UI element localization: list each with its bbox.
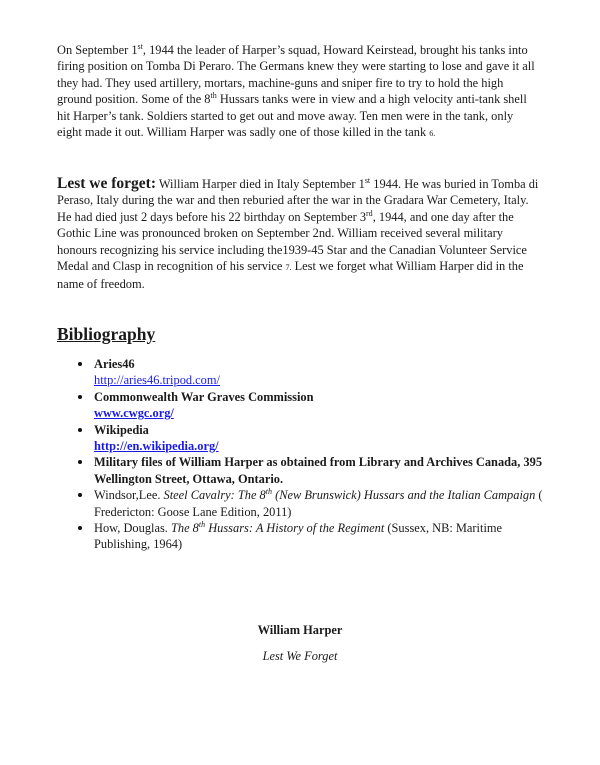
source-title: Steel Cavalry: The 8 [163, 488, 266, 503]
bibliography-item [57, 389, 557, 422]
source-title: Aries46 [94, 357, 135, 371]
source-publication: (Sussex, NB: Maritime Publishing, 1964) [94, 521, 503, 552]
source-title: Military files of William Harper as obtained from Library and Archives Canada, 395 Wellington Street, Ottawa, Ontario. [94, 455, 543, 486]
source-title: (New Brunswick) Hussars and the Italian Campaign [271, 488, 536, 503]
source-title: Wikipedia [94, 422, 149, 437]
source-link[interactable]: www.cwgc.org/ [94, 406, 174, 421]
bullet-icon [78, 493, 82, 497]
bibliography-item [57, 487, 557, 520]
bibliography-item [57, 356, 557, 389]
bullet-icon [78, 362, 82, 366]
bibliography-heading: Bibliography [57, 324, 156, 344]
signature-motto: Lest We Forget [262, 649, 338, 663]
text: , 1944, and one day after the Gothic Line was pronounced broken on September 2nd. William received several military honours recognizing his service including the1939-45 Star and the Canadian Volunteer Service Medal and Clasp in recognition of his service [57, 209, 527, 274]
signature-name: William Harper [257, 623, 343, 637]
footnote-ref: 6. [429, 129, 436, 139]
superscript: st [364, 176, 371, 185]
source-title: Hussars: A History of the Regiment [205, 521, 385, 536]
bullet-icon [78, 460, 82, 464]
bibliography-item [57, 422, 557, 455]
bibliography-item [57, 454, 557, 487]
paragraph-battle [57, 42, 541, 142]
text: , 1944 the leader of Harper’s squad, Howard Keirstead, brought his tanks into firing position on Tomba Di Peraro. The Germans knew they were starting to lose and gave it all they had. They used artillery, mortars, machine-guns and sniper fire to try to hold the high ground position. Some of the 8 [57, 43, 535, 107]
source-title: Commonwealth War Graves Commission [94, 389, 314, 404]
source-author: How, Douglas. [94, 521, 171, 536]
text: William Harper died in Italy September 1 [155, 177, 365, 191]
superscript: th [198, 520, 206, 530]
bullet-icon [78, 526, 82, 530]
text: Lest we forget what William Harper did in the name of freedom. [57, 259, 524, 292]
text: On September 1 [57, 43, 138, 57]
source-link[interactable]: http://aries46.tripod.com/ [94, 373, 220, 388]
paragraph-lest-we-forget [57, 176, 541, 293]
bibliography-item [57, 520, 557, 553]
source-link[interactable]: http://en.wikipedia.org/ [94, 439, 219, 454]
bibliography-list [57, 356, 557, 553]
text: 1944. He was buried in Tomba di Peraso, Italy during the war and then reburied after the war in the Gradara War Cemetery, Italy. He had died just 2 days before his 22 birthday on September 3 [57, 177, 539, 224]
superscript: st [137, 42, 143, 51]
source-title: The 8 [170, 521, 199, 536]
text: Hussars tanks were in view and a high velocity anti-tank shell hit Harper’s tank. Soldiers started to get out and move away. Ten men were in the tank, only eight made it out. William Harper was sadly one of those killed in the tank [57, 92, 527, 140]
source-publication: ( Fredericton: Goose Lane Edition, 2011) [94, 488, 543, 519]
footnote-ref: 7. [285, 263, 292, 273]
bullet-icon [78, 395, 82, 399]
superscript: th [210, 91, 217, 101]
bullet-icon [78, 428, 82, 432]
source-author: Windsor,Lee. [94, 488, 164, 503]
superscript: rd [366, 208, 373, 218]
superscript: th [265, 487, 272, 497]
lead-heading: Lest we forget: [57, 175, 156, 192]
